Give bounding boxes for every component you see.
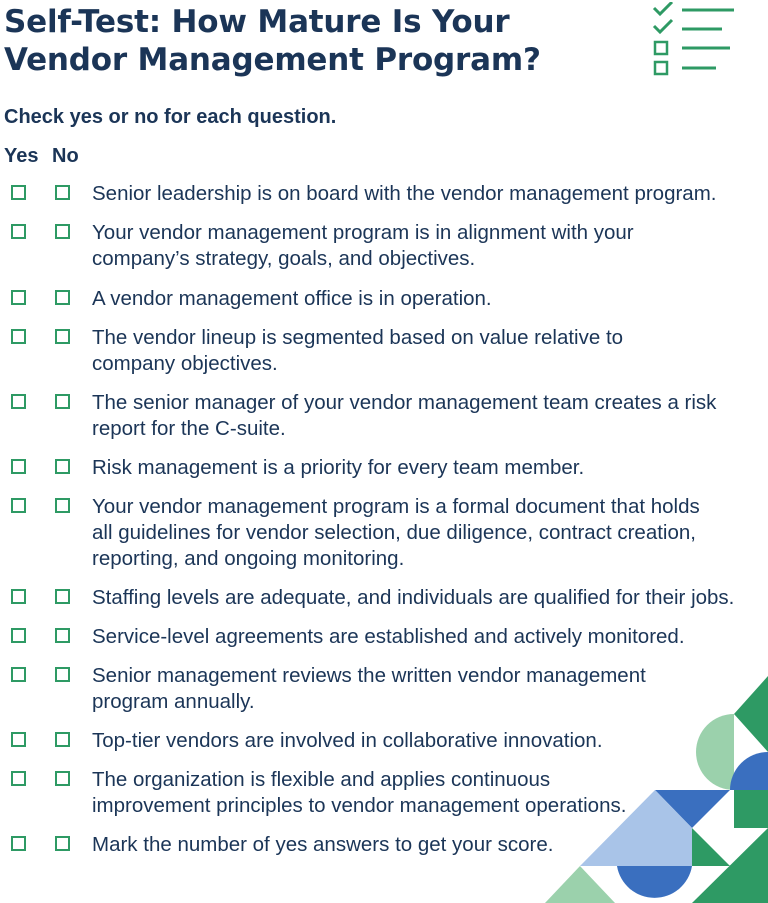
yes-checkbox[interactable] bbox=[11, 459, 26, 474]
question-text: Mark the number of yes answers to get your score. bbox=[92, 833, 554, 856]
yes-checkbox[interactable] bbox=[11, 836, 26, 851]
no-checkbox[interactable] bbox=[55, 732, 70, 747]
yes-checkbox[interactable] bbox=[11, 667, 26, 682]
yes-checkbox[interactable] bbox=[11, 185, 26, 200]
checklist-icon bbox=[650, 2, 736, 78]
yes-checkbox[interactable] bbox=[11, 498, 26, 513]
no-checkbox[interactable] bbox=[55, 290, 70, 305]
page-title bbox=[4, 3, 541, 79]
empty-box-icon bbox=[655, 62, 667, 74]
no-checkbox[interactable] bbox=[55, 329, 70, 344]
yes-checkbox[interactable] bbox=[11, 732, 26, 747]
no-checkbox[interactable] bbox=[55, 394, 70, 409]
question-text: Service-level agreements are established and actively monitored. bbox=[92, 625, 685, 648]
yes-checkbox[interactable] bbox=[11, 771, 26, 786]
question-text: Your vendor management program is a formal document that holds all guidelines for vendor selection, due diligence, contract creation, reporting, and ongoing monitoring. bbox=[92, 495, 700, 570]
yes-checkbox[interactable] bbox=[11, 394, 26, 409]
yes-checkbox[interactable] bbox=[11, 224, 26, 239]
no-checkbox[interactable] bbox=[55, 589, 70, 604]
no-checkbox[interactable] bbox=[55, 185, 70, 200]
question-text: Senior leadership is on board with the vendor management program. bbox=[92, 182, 717, 205]
question-text: The organization is flexible and applies continuous improvement principles to vendor management operations. bbox=[92, 768, 627, 817]
no-checkbox[interactable] bbox=[55, 667, 70, 682]
check-mark-icon bbox=[654, 2, 672, 14]
no-checkbox[interactable] bbox=[55, 459, 70, 474]
question-text: A vendor management office is in operation. bbox=[92, 287, 492, 310]
check-mark-icon bbox=[654, 20, 672, 32]
yes-checkbox[interactable] bbox=[11, 628, 26, 643]
yes-checkbox[interactable] bbox=[11, 589, 26, 604]
question-text: The senior manager of your vendor management team creates a risk report for the C-suite. bbox=[92, 391, 717, 440]
question-text: Top-tier vendors are involved in collaborative innovation. bbox=[92, 729, 603, 752]
no-checkbox[interactable] bbox=[55, 498, 70, 513]
question-text: Staffing levels are adequate, and individuals are qualified for their jobs. bbox=[92, 586, 735, 609]
yes-checkbox[interactable] bbox=[11, 290, 26, 305]
empty-box-icon bbox=[655, 42, 667, 54]
question-text: Your vendor management program is in alignment with your company’s strategy, goals, and objectives. bbox=[92, 221, 634, 270]
decorative-geometric-pattern bbox=[540, 676, 768, 903]
yes-column-header: Yes bbox=[4, 145, 39, 167]
instruction-text: Check yes or no for each question. bbox=[4, 106, 337, 128]
no-checkbox[interactable] bbox=[55, 771, 70, 786]
question-text: Risk management is a priority for every team member. bbox=[92, 456, 585, 479]
title-line-2: Vendor Management Program? bbox=[4, 42, 541, 78]
yes-checkbox[interactable] bbox=[11, 329, 26, 344]
question-text: Senior management reviews the written vendor management program annually. bbox=[92, 664, 646, 713]
title-line-1: Self-Test: How Mature Is Your bbox=[4, 4, 510, 40]
no-checkbox[interactable] bbox=[55, 224, 70, 239]
no-checkbox[interactable] bbox=[55, 628, 70, 643]
no-column-header: No bbox=[52, 145, 79, 167]
no-checkbox[interactable] bbox=[55, 836, 70, 851]
question-text: The vendor lineup is segmented based on value relative to company objectives. bbox=[92, 326, 624, 375]
